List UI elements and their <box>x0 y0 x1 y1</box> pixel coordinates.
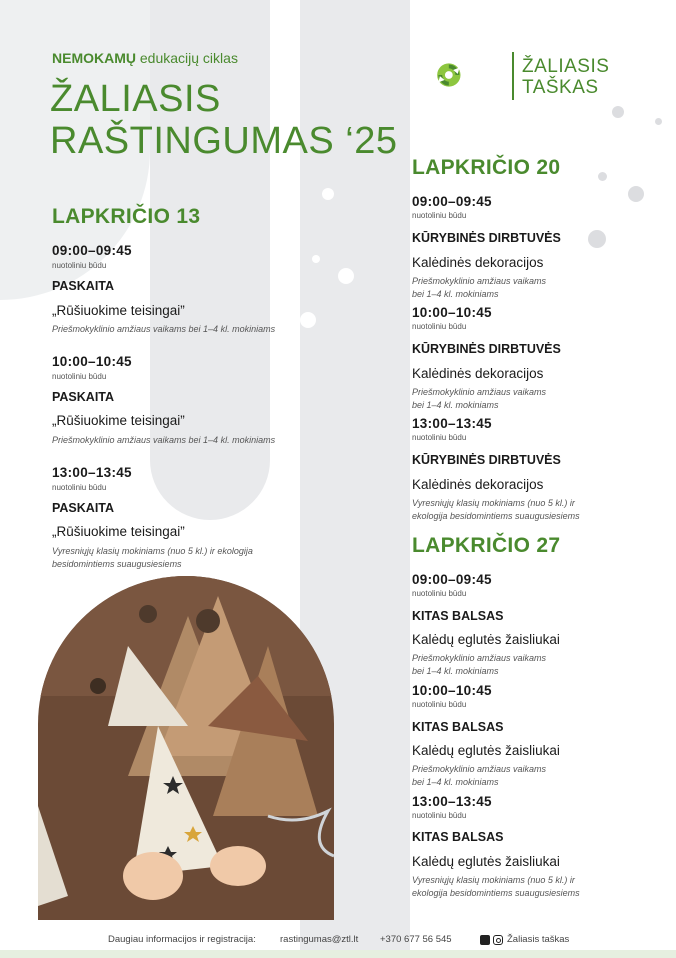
snow-dot <box>312 255 320 263</box>
event-name: Kalėdinės dekoracijos <box>412 366 544 381</box>
event-time: 09:00–09:45 <box>412 572 492 587</box>
event-name: „Rūšiuokime teisingai” <box>52 413 185 428</box>
event-time: 13:00–13:45 <box>412 416 492 431</box>
event-audience: Priešmokyklinio amžiaus vaikams <box>412 653 547 663</box>
series-subtitle <box>52 50 238 66</box>
event-mode: nuotoliniu būdu <box>412 589 467 598</box>
snow-dot <box>338 268 354 284</box>
event-kind: KITAS BALSAS <box>412 609 504 623</box>
day-heading: LAPKRIČIO 13 <box>52 205 201 228</box>
event-kind: KŪRYBINĖS DIRBTUVĖS <box>412 342 561 356</box>
event-mode: nuotoliniu būdu <box>52 372 107 381</box>
craft-photo <box>38 576 334 920</box>
series-prefix: NEMOKAMŲ <box>52 50 136 66</box>
instagram-icon[interactable] <box>493 935 503 945</box>
event-mode: nuotoliniu būdu <box>52 483 107 492</box>
event-kind: KŪRYBINĖS DIRBTUVĖS <box>412 453 561 467</box>
event-time: 10:00–10:45 <box>412 683 492 698</box>
event-audience: bei 1–4 kl. mokiniams <box>412 289 499 299</box>
craft-trees-illustration <box>38 576 334 920</box>
event-audience: ekologija besidomintiems suaugusiesiems <box>412 511 580 521</box>
event-audience: bei 1–4 kl. mokiniams <box>412 777 499 787</box>
footer-social-name[interactable]: Žaliasis taškas <box>507 934 570 945</box>
event-time: 13:00–13:45 <box>412 794 492 809</box>
event-time: 13:00–13:45 <box>52 465 132 480</box>
event-kind: KŪRYBINĖS DIRBTUVĖS <box>412 231 561 245</box>
snow-dot <box>598 172 607 181</box>
event-kind: PASKAITA <box>52 390 115 404</box>
recycle-logo-icon <box>436 40 506 110</box>
event-audience: Vyresniųjų klasių mokiniams (nuo 5 kl.) ir <box>412 875 575 885</box>
event-name: Kalėdų eglutės žaisliukai <box>412 854 560 869</box>
page-title <box>50 78 397 162</box>
event-name: Kalėdų eglutės žaisliukai <box>412 632 560 647</box>
event-mode: nuotoliniu būdu <box>412 700 467 709</box>
event-kind: KITAS BALSAS <box>412 830 504 844</box>
event-time: 10:00–10:45 <box>52 354 132 369</box>
event-kind: PASKAITA <box>52 279 115 293</box>
event-mode: nuotoliniu būdu <box>412 811 467 820</box>
event-mode: nuotoliniu būdu <box>412 322 467 331</box>
series-suffix: edukacijų ciklas <box>136 50 238 66</box>
snow-dot <box>612 106 624 118</box>
event-name: Kalėdinės dekoracijos <box>412 477 544 492</box>
event-audience: Vyresniųjų klasių mokiniams (nuo 5 kl.) ir <box>412 498 575 508</box>
event-time: 09:00–09:45 <box>52 243 132 258</box>
logo-line-2: TAŠKAS <box>522 77 599 98</box>
event-audience: Priešmokyklinio amžiaus vaikams bei 1–4 kl. mokiniams <box>52 324 276 334</box>
event-mode: nuotoliniu būdu <box>412 433 467 442</box>
event-time: 10:00–10:45 <box>412 305 492 320</box>
event-audience: bei 1–4 kl. mokiniams <box>412 666 499 676</box>
event-mode: nuotoliniu būdu <box>412 211 467 220</box>
event-audience: ekologija besidomintiems suaugusiesiems <box>412 888 580 898</box>
event-audience: Vyresniųjų klasių mokiniams (nuo 5 kl.) ir ekologija <box>52 546 253 556</box>
event-audience: Priešmokyklinio amžiaus vaikams <box>412 276 547 286</box>
footer-bar <box>0 950 676 958</box>
title-line-2: RAŠTINGUMAS ‘25 <box>50 120 398 162</box>
event-name: „Rūšiuokime teisingai” <box>52 303 185 318</box>
event-name: Kalėdų eglutės žaisliukai <box>412 743 560 758</box>
title-line-1: ŽALIASIS <box>50 78 221 120</box>
snow-dot <box>322 188 334 200</box>
logo-line-1: ŽALIASIS <box>522 56 610 77</box>
snow-dot <box>655 118 662 125</box>
event-kind: KITAS BALSAS <box>412 720 504 734</box>
event-audience: Priešmokyklinio amžiaus vaikams <box>412 764 547 774</box>
event-kind: PASKAITA <box>52 501 115 515</box>
footer-email[interactable]: rastingumas@ztl.lt <box>280 934 359 945</box>
snow-dot <box>300 312 316 328</box>
footer-info: Daugiau informacijos ir registracija: <box>108 934 256 945</box>
day-heading: LAPKRIČIO 27 <box>412 534 561 557</box>
day-heading: LAPKRIČIO 20 <box>412 156 561 179</box>
event-name: „Rūšiuokime teisingai” <box>52 524 185 539</box>
logo-divider <box>512 52 514 100</box>
event-audience: besidomintiems suaugusiesiems <box>52 559 182 569</box>
event-mode: nuotoliniu būdu <box>52 261 107 270</box>
snow-dot <box>628 186 644 202</box>
event-audience: Priešmokyklinio amžiaus vaikams <box>412 387 547 397</box>
event-audience: Priešmokyklinio amžiaus vaikams bei 1–4 kl. mokiniams <box>52 435 276 445</box>
logo-text <box>522 56 609 98</box>
facebook-icon[interactable] <box>480 935 490 945</box>
event-time: 09:00–09:45 <box>412 194 492 209</box>
event-name: Kalėdinės dekoracijos <box>412 255 544 270</box>
event-audience: bei 1–4 kl. mokiniams <box>412 400 499 410</box>
footer-phone[interactable]: +370 677 56 545 <box>380 934 452 945</box>
snow-dot <box>588 230 606 248</box>
